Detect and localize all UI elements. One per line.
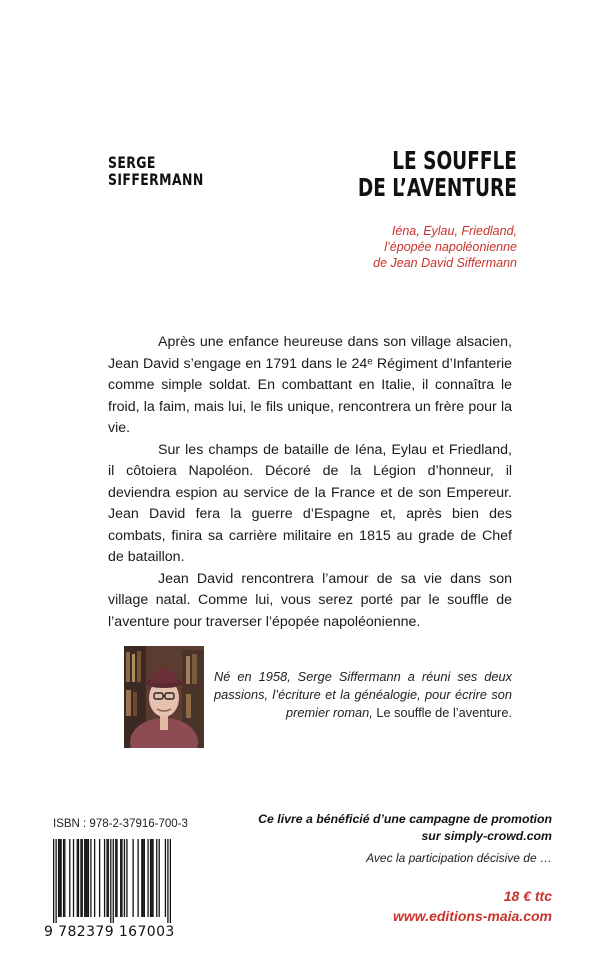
barcode-bar	[147, 839, 148, 917]
barcode-bar	[113, 839, 114, 923]
barcode-bar	[165, 839, 166, 917]
barcode-bar	[141, 839, 142, 917]
book-subtitle	[373, 223, 517, 271]
barcode-bar	[124, 839, 125, 917]
subtitle-line-3: de Jean David Siffermann	[373, 256, 517, 270]
barcode-bar	[120, 839, 121, 917]
promotion-line-2: sur simply-crowd.com	[421, 829, 552, 843]
barcode-digits: 9 782379 167003	[44, 924, 175, 940]
barcode-bar	[88, 839, 89, 917]
barcode-bar	[132, 839, 133, 917]
barcode-bar	[77, 839, 78, 917]
author-portrait-image	[124, 646, 204, 748]
barcode-bar	[104, 839, 105, 917]
barcode-bar	[53, 839, 54, 923]
barcode-bar	[156, 839, 157, 917]
author-bio-book-title: Le souffle de l’aventure.	[376, 705, 512, 720]
author-bio-text: Né en 1958, Serge Siffermann a réuni ses deux passions, l’écriture et la généalogie, pour écrire son premier roman,	[214, 669, 512, 720]
isbn-label: ISBN : 978-2-37916-700-3	[53, 818, 188, 830]
author-photo	[124, 646, 204, 748]
summary-paragraph-1: Après une enfance heureuse dans son village alsacien, Jean David s’engage en 1791 dans le 24ᵉ Régiment d’Infanterie comme simple soldat. En combattant en Italie, il connaîtra le froid, la faim, mais lui, le fils unique, rencontrera un frère pour la vie.	[108, 334, 512, 436]
promotion-line-1: Ce livre a bénéficié d’une campagne de promotion	[258, 812, 552, 826]
barcode-bar	[55, 839, 56, 923]
author-first-name: SERGE	[108, 153, 156, 172]
barcode-bar	[152, 839, 153, 917]
barcode-bar	[84, 839, 85, 917]
barcode-bar	[59, 839, 60, 917]
subtitle-line-2: l’épopée napoléonienne	[384, 240, 517, 254]
book-title-line-2: DE L’AVENTURE	[357, 173, 517, 202]
participation-note: Avec la participation décisive de …	[366, 851, 552, 865]
isbn-barcode	[53, 839, 171, 923]
barcode-bar	[85, 839, 86, 917]
subtitle-line-1: Iéna, Eylau, Friedland,	[391, 224, 517, 238]
book-title	[358, 147, 517, 201]
author-bio	[214, 668, 512, 722]
barcode-bar	[80, 839, 81, 917]
barcode-bar	[151, 839, 152, 917]
barcode-bar	[116, 839, 117, 917]
book-price: 18 € ttc	[503, 888, 552, 904]
book-title-line-1: LE SOUFFLE	[392, 146, 517, 175]
promotion-note	[258, 811, 552, 845]
barcode-bar	[121, 839, 122, 917]
barcode-bar	[170, 839, 171, 923]
barcode-bar	[60, 839, 61, 917]
barcode-bar	[115, 839, 116, 917]
book-summary	[108, 332, 512, 633]
summary-paragraph-2: Sur les champs de bataille de Iéna, Eylau et Friedland, il côtoiera Napoléon. Décoré de la Légion d’honneur, il deviendra espion au service de la France et de son Empereur. Jean David fera la guerre d’Espagne et, après bien des combats, finira sa carrière militaire en 1815 au grade de Chef de bataillon.	[108, 441, 512, 565]
barcode-bar	[159, 839, 160, 917]
barcode-bar	[99, 839, 100, 917]
barcode-bar	[126, 839, 127, 917]
barcode-bar	[106, 839, 107, 917]
barcode-bar	[58, 839, 59, 917]
barcode-bar	[94, 839, 95, 917]
barcode-bar	[64, 839, 65, 917]
author-last-name: SIFFERMANN	[108, 170, 204, 189]
author-name	[108, 154, 204, 188]
barcode-bar	[87, 839, 88, 917]
barcode-bar	[63, 839, 64, 917]
barcode-bar	[150, 839, 151, 917]
barcode-bar	[142, 839, 143, 917]
barcode-bar	[167, 839, 168, 923]
barcode-bar	[69, 839, 70, 917]
barcode-bar	[110, 839, 111, 923]
barcode-bar	[137, 839, 138, 917]
barcode-bar	[78, 839, 79, 917]
barcode-bar	[73, 839, 74, 917]
summary-paragraph-3: Jean David rencontrera l’amour de sa vie dans son village natal. Comme lui, vous serez porté par le souffle de l’aventure pour traverser l’épopée napoléonienne.	[108, 570, 512, 630]
barcode-bar	[82, 839, 83, 917]
barcode-bar	[108, 839, 109, 917]
publisher-website: www.editions-maia.com	[393, 908, 552, 924]
barcode-bar	[90, 839, 91, 917]
barcode-bar	[144, 839, 145, 917]
